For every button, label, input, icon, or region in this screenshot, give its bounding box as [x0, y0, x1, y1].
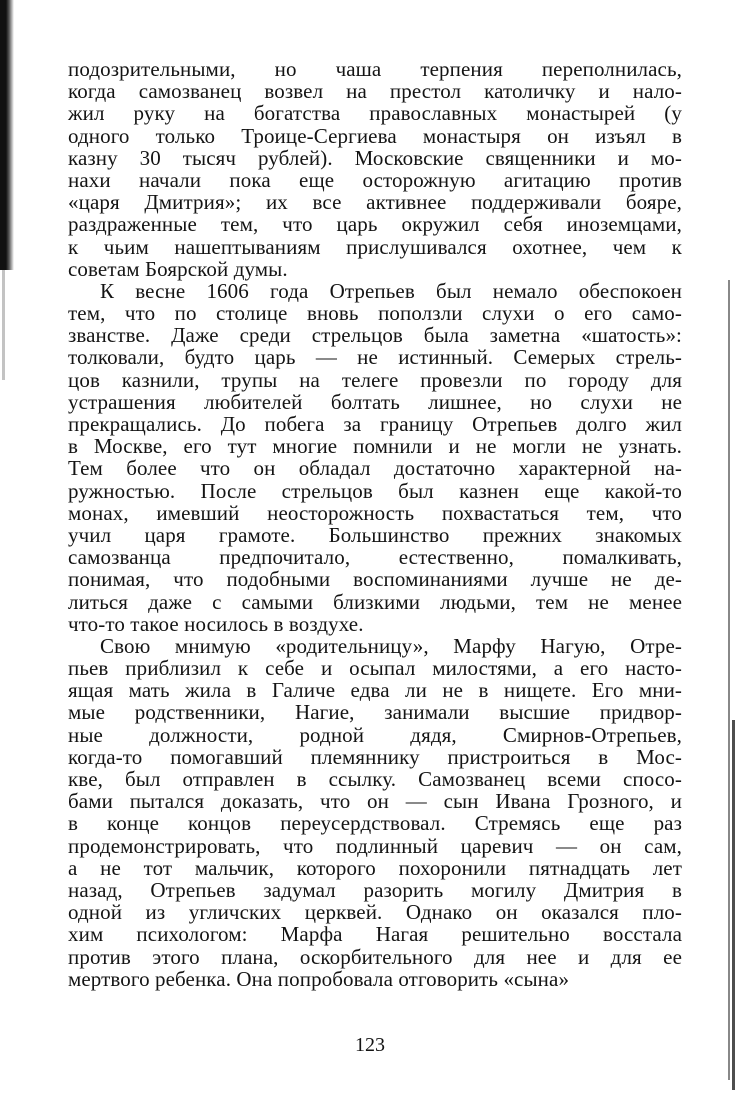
- text-line: учил царя грамоте. Большинство прежних знакомых: [68, 522, 682, 547]
- text-line: казну 30 тысяч рублей). Московские священники и мо-: [68, 145, 682, 170]
- paragraph: [68, 58, 682, 280]
- text-line: Тем более что он обладал достаточно характерной на-: [68, 456, 682, 481]
- text-line: «царя Дмитрия»; их все активнее поддерживали бояре,: [68, 190, 682, 215]
- text-line: в Москве, его тут многие помнили и не могли не узнать.: [68, 434, 682, 459]
- text-line: литься даже с самыми близкими людьми, тем не менее: [68, 589, 682, 614]
- text-line: устрашения любителей болтать лишнее, но слухи не: [68, 389, 682, 414]
- text-line: ные должности, родной дядя, Смирнов-Отрепьев,: [68, 722, 682, 747]
- text-line: ружностью. После стрельцов был казнен еще какой-то: [68, 478, 682, 503]
- text-line: нахи начали пока еще осторожную агитацию против: [68, 167, 682, 192]
- body-text: [68, 58, 682, 990]
- text-line: хим психологом: Марфа Нагая решительно восстала: [68, 922, 682, 947]
- paragraph: [68, 635, 682, 990]
- text-line: назад, Отрепьев задумал разорить могилу Дмитрия в: [68, 877, 682, 902]
- text-line: одного только Троице-Сергиева монастыря он изъял в: [68, 123, 682, 148]
- text-line: к чьим нашептываниям прислушивался охотнее, чем к: [68, 234, 682, 259]
- text-line: бами пытался доказать, что он — сын Ивана Грозного, и: [68, 789, 682, 814]
- text-line: что-то такое носилось в воздухе.: [68, 611, 364, 636]
- text-line: подозрительными, но чаша терпения переполнилась,: [68, 57, 682, 81]
- text-line: в конце концов переусердствовал. Стремясь еще раз: [68, 811, 682, 836]
- text-line: прекращались. До побега за границу Отрепьев долго жил: [68, 412, 682, 436]
- text-line: продемонстрировать, что подлинный царевич — он сам,: [68, 833, 682, 858]
- text-line: раздраженные тем, что царь окружил себя иноземцами,: [68, 212, 682, 237]
- text-line: пьев приблизил к себе и осыпал милостями, а его насто-: [68, 656, 682, 681]
- text-line: когда самозванец возвел на престол католичку и нало-: [68, 79, 682, 104]
- text-line: а не тот мальчик, которого похоронили пятнадцать лет: [68, 855, 682, 880]
- text-line: монах, имевший неосторожность похвастаться тем, что: [68, 500, 682, 525]
- text-line: ящая мать жила в Галиче едва ли не в нищете. Его мни-: [68, 678, 682, 703]
- text-line: кве, был отправлен в ссылку. Самозванец всеми спосо-: [68, 767, 682, 791]
- text-line: против этого плана, оскорбительного для нее и для ее: [68, 944, 682, 969]
- text-line: советам Боярской думы.: [68, 256, 288, 281]
- scan-edge-mark: [2, 270, 5, 380]
- text-line: жил руку на богатства православных монастырей (у: [68, 101, 682, 126]
- text-line: мые родственники, Нагие, занимали высшие придвор-: [68, 700, 682, 725]
- paragraph: [68, 280, 682, 635]
- text-line: Свою мнимую «родительницу», Марфу Нагую, Отре-: [100, 633, 682, 658]
- text-line: цов казнили, трупы на телеге провезли по городу для: [68, 367, 682, 392]
- text-line: мертвого ребенка. Она попробовала отговорить «сына»: [68, 966, 570, 991]
- text-line: тем, что по столице вновь поползли слухи о его само-: [68, 301, 682, 326]
- text-line: К весне 1606 года Отрепьев был немало обеспокоен: [100, 278, 682, 303]
- text-line: одной из угличских церквей. Однако он оказался пло-: [68, 900, 682, 925]
- text-line: званстве. Даже среди стрельцов была заметна «шатость»:: [68, 323, 682, 348]
- page-number: 123: [355, 1034, 385, 1056]
- text-line: толковали, будто царь — не истинный. Семерых стрель-: [68, 345, 682, 370]
- text-line: самозванца предпочитало, естественно, помалкивать,: [68, 545, 682, 570]
- scan-edge-shadow: [0, 0, 14, 270]
- scan-edge-line: [728, 280, 730, 1080]
- text-line: когда-то помогавший племяннику пристроиться в Мос-: [68, 744, 682, 769]
- text-line: понимая, что подобными воспоминаниями лучше не де-: [68, 567, 682, 592]
